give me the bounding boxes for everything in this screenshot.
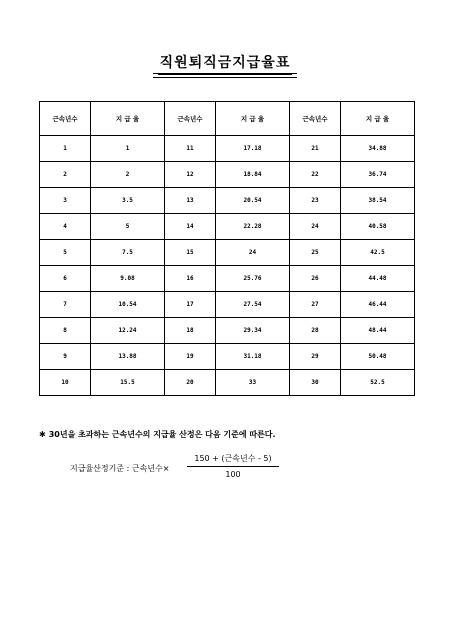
note-text: 30년을 초과하는 근속년수의 지급율 산정은 다음 기준에 따른다. <box>48 430 276 439</box>
rate-cell: 22.28 <box>216 214 290 240</box>
rate-cell: 36.74 <box>341 162 415 188</box>
rate-cell: 40.58 <box>341 214 415 240</box>
table-row <box>40 162 415 188</box>
page-title: 직원퇴직금지급율표 <box>158 52 293 75</box>
rate-cell: 15.5 <box>91 370 165 396</box>
rate-cell: 7.5 <box>91 240 165 266</box>
table-row <box>40 344 415 370</box>
rate-cell: 42.5 <box>341 240 415 266</box>
years-cell: 11 <box>165 136 216 162</box>
rate-cell: 3.5 <box>91 188 165 214</box>
header-rate-2: 지 급 율 <box>216 102 290 136</box>
formula-fraction <box>186 453 280 479</box>
table-row <box>40 292 415 318</box>
years-cell: 29 <box>290 344 341 370</box>
years-cell: 7 <box>40 292 91 318</box>
years-cell: 3 <box>40 188 91 214</box>
table-row <box>40 318 415 344</box>
years-cell: 13 <box>165 188 216 214</box>
years-cell: 18 <box>165 318 216 344</box>
rate-cell: 34.88 <box>341 136 415 162</box>
rate-cell: 17.18 <box>216 136 290 162</box>
years-cell: 24 <box>290 214 341 240</box>
years-cell: 1 <box>40 136 91 162</box>
years-cell: 4 <box>40 214 91 240</box>
rate-cell: 33 <box>216 370 290 396</box>
years-cell: 2 <box>40 162 91 188</box>
rate-cell: 31.18 <box>216 344 290 370</box>
rate-cell: 9.08 <box>91 266 165 292</box>
years-cell: 20 <box>165 370 216 396</box>
header-years-1: 근속년수 <box>40 102 91 136</box>
severance-rate-table <box>39 101 415 396</box>
rate-cell: 48.44 <box>341 318 415 344</box>
rate-cell: 52.5 <box>341 370 415 396</box>
years-cell: 30 <box>290 370 341 396</box>
years-cell: 27 <box>290 292 341 318</box>
note-text-block <box>39 429 276 440</box>
rate-cell: 24 <box>216 240 290 266</box>
table-row <box>40 136 415 162</box>
rate-cell: 25.76 <box>216 266 290 292</box>
table-header-row <box>40 102 415 136</box>
years-cell: 5 <box>40 240 91 266</box>
title-double-underline <box>153 73 297 78</box>
rate-cell: 13.88 <box>91 344 165 370</box>
table-row <box>40 214 415 240</box>
years-cell: 16 <box>165 266 216 292</box>
years-cell: 28 <box>290 318 341 344</box>
rate-cell: 18.84 <box>216 162 290 188</box>
rate-cell: 29.34 <box>216 318 290 344</box>
rate-cell: 44.48 <box>341 266 415 292</box>
years-cell: 10 <box>40 370 91 396</box>
rate-cell: 1 <box>91 136 165 162</box>
rate-cell: 46.44 <box>341 292 415 318</box>
header-rate-1: 지 급 율 <box>91 102 165 136</box>
rate-cell: 5 <box>91 214 165 240</box>
rate-cell: 20.54 <box>216 188 290 214</box>
years-cell: 9 <box>40 344 91 370</box>
years-cell: 23 <box>290 188 341 214</box>
years-cell: 8 <box>40 318 91 344</box>
years-cell: 12 <box>165 162 216 188</box>
title-container <box>0 52 450 75</box>
years-cell: 26 <box>290 266 341 292</box>
years-cell: 14 <box>165 214 216 240</box>
formula-denominator: 100 <box>225 470 241 479</box>
years-cell: 6 <box>40 266 91 292</box>
rate-cell: 27.54 <box>216 292 290 318</box>
header-years-2: 근속년수 <box>165 102 216 136</box>
rate-cell: 38.54 <box>341 188 415 214</box>
formula-label: 지급율산정기준 : 근속년수× <box>70 464 170 473</box>
years-cell: 21 <box>290 136 341 162</box>
rate-cell: 50.48 <box>341 344 415 370</box>
years-cell: 22 <box>290 162 341 188</box>
table-row <box>40 266 415 292</box>
rate-cell: 2 <box>91 162 165 188</box>
formula-numerator: 150 + (근속년수 - 5) <box>194 454 272 463</box>
asterisk-icon: ✱ <box>39 430 46 439</box>
years-cell: 17 <box>165 292 216 318</box>
header-years-3: 근속년수 <box>290 102 341 136</box>
table-row <box>40 370 415 396</box>
rate-cell: 10.54 <box>91 292 165 318</box>
table-row <box>40 188 415 214</box>
header-rate-3: 지 급 율 <box>341 102 415 136</box>
years-cell: 25 <box>290 240 341 266</box>
table-row <box>40 240 415 266</box>
years-cell: 19 <box>165 344 216 370</box>
years-cell: 15 <box>165 240 216 266</box>
rate-cell: 12.24 <box>91 318 165 344</box>
